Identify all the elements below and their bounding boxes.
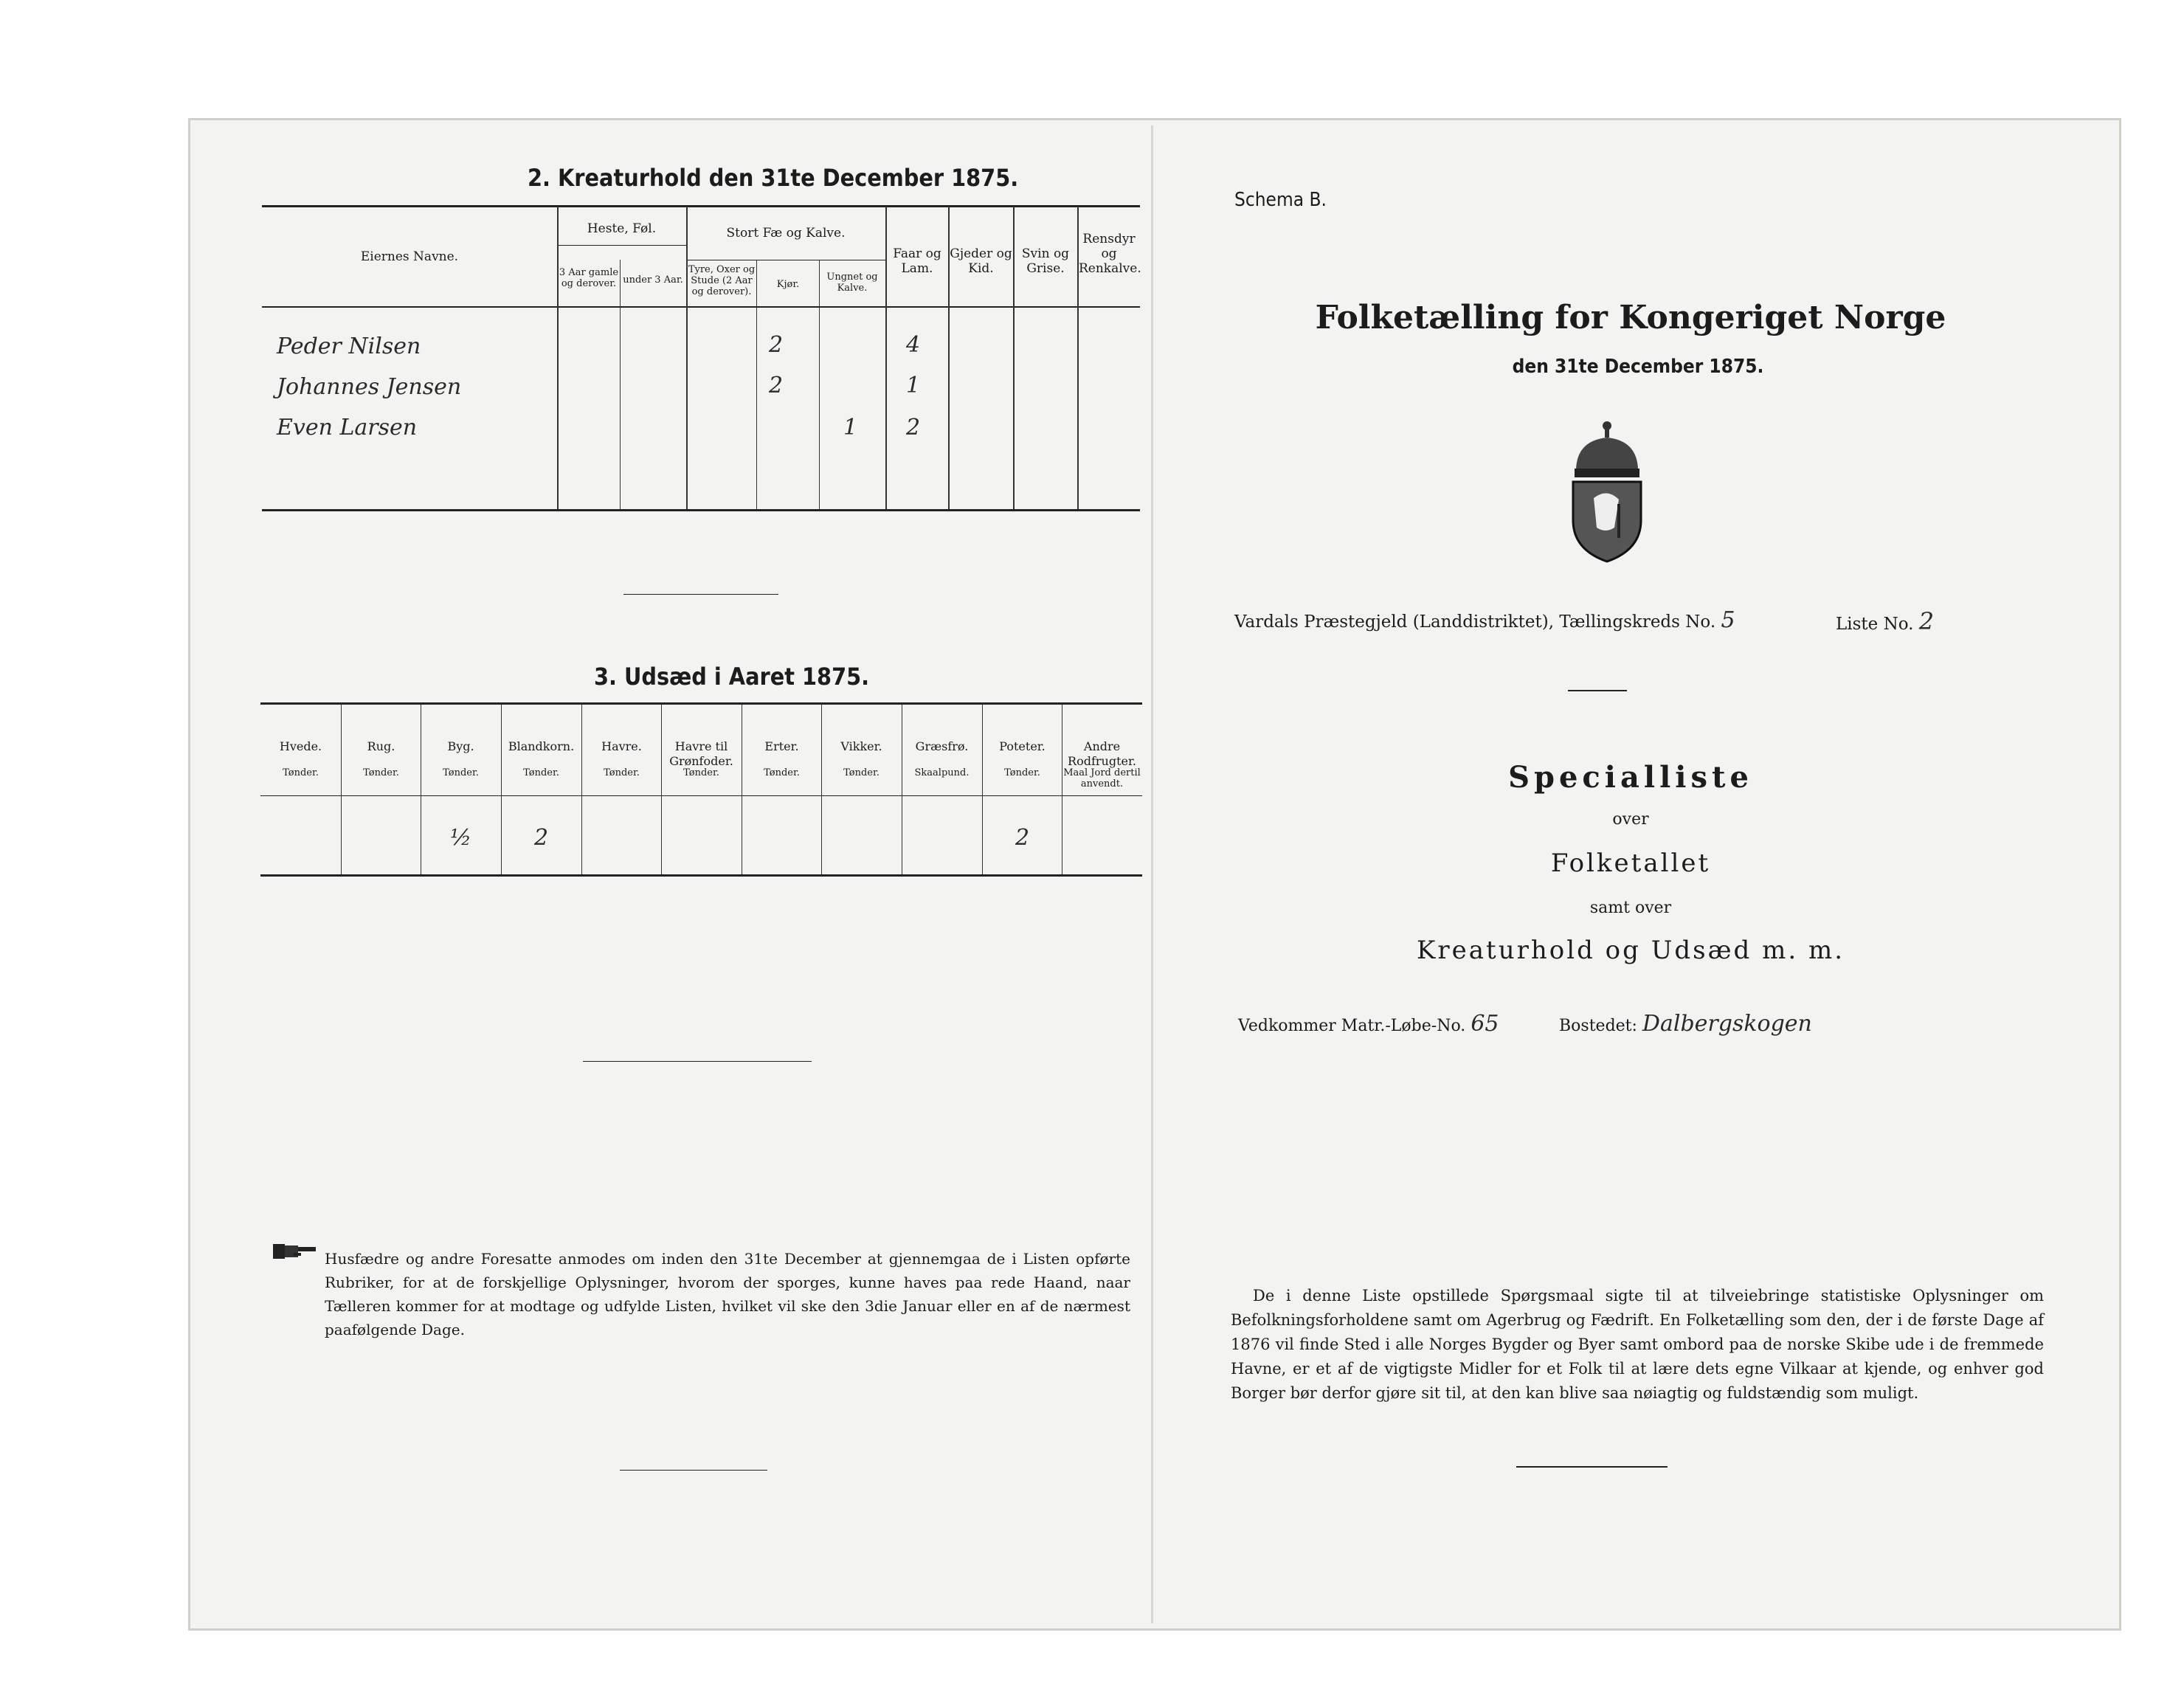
liste-number: 2 — [1918, 607, 1935, 635]
matr-number: 65 — [1471, 1011, 1499, 1037]
seed-table-column-divider — [341, 705, 342, 874]
seed-column-header: Rug. — [367, 739, 395, 753]
section2-title: 2. Kreaturhold den 31te December 1875. — [528, 164, 1019, 192]
samt-over-label: samt over — [1589, 899, 1672, 917]
explanation-paragraph: De i denne Liste opstillede Spørgsmaal sigte til at tilveiebringe statistiske Oplysninger om Befolkningsforholdene samt om Agerbrug og Fædrift. En Folketælling som den, der i de første Dage af 1876 vil finde Sted i alle Norges Bygder og Byer samt ombord paa de norske Skibe ude i de fremmede Havne, er et af de vigtigste Midler for et Folk til at lære dets egne Vilkaar at kjende, og enhver god Borger bør derfor gjøre sit til, at den kan blive saa nøiagtig og fuldstændig som muligt. — [1231, 1287, 2044, 1402]
seed-column-header: Erter. — [764, 739, 799, 753]
seed-column-unit: Tønder. — [604, 767, 640, 778]
header-svin: Svin og Grise. — [1021, 246, 1070, 276]
pointing-hand-icon — [272, 1240, 317, 1263]
seed-column-unit: Tønder. — [843, 767, 880, 778]
specialliste-heading: Specialliste — [1508, 760, 1753, 795]
kjor-value-1: 2 — [769, 332, 784, 358]
district-number: 5 — [1721, 607, 1735, 633]
seed-column-unit: Skaalpund. — [914, 767, 970, 778]
seed-column-header: Vikker. — [840, 739, 882, 753]
bostedet-line — [1559, 1011, 1812, 1037]
seed-value: 2 — [533, 825, 549, 851]
faar-value-1: 4 — [906, 332, 921, 358]
ungnet-value-3: 1 — [843, 415, 858, 440]
folketallet-heading: Folketallet — [1550, 849, 1711, 878]
matr-line — [1238, 1011, 1499, 1037]
kreaturhold-heading: Kreaturhold og Udsæd m. m. — [1416, 936, 1845, 965]
header-owner: Eiernes Navne. — [360, 249, 459, 264]
bostedet-label: Bostedet: — [1559, 1017, 1637, 1035]
faar-value-2: 1 — [906, 373, 921, 398]
table2-top-rule — [262, 205, 1140, 207]
seed-table-column-divider — [821, 705, 822, 874]
schema-label: Schema B. — [1234, 189, 1327, 211]
header-kjor: Kjør. — [776, 279, 800, 290]
seed-column-unit: Tønder. — [363, 767, 399, 778]
seed-value: 2 — [1015, 825, 1030, 851]
liste-line — [1836, 607, 1934, 635]
notice-text: Husfædre og andre Foresatte anmodes om inden den 31te December at gjennemgaa de i Listen opførte Rubriker, for at de forskjellige Oplysninger, hvorom der sporges, kunne haves paa rede Haand, naar Tælleren kommer for at modtage og udfylde Listen, hvilket vil ske den 3die Januar eller en af de nærmest paafølgende Dage. — [325, 1250, 1130, 1338]
bostedet-value: Dalbergskogen — [1642, 1011, 1812, 1037]
document-subtitle: den 31te December 1875. — [1512, 356, 1764, 378]
matr-label: Vedkommer Matr.-Løbe-No. — [1238, 1017, 1466, 1035]
seed-column-header: Byg. — [447, 739, 474, 753]
seed-column-unit: Tønder. — [683, 767, 719, 778]
district-prefix: Vardals Præstegjeld (Landdistriktet), Tællingskreds No. — [1234, 612, 1716, 632]
seed-column-unit: Tønder. — [443, 767, 479, 778]
table2-bottom-rule — [262, 509, 1140, 511]
seed-column-header: Græsfrø. — [915, 739, 969, 753]
seed-table-column-divider — [661, 705, 662, 874]
header-tyre: Tyre, Oxer og Stude (2 Aar og derover). — [688, 264, 756, 297]
seed-table-column-divider — [581, 705, 582, 874]
seed-column-unit: Tønder. — [523, 767, 559, 778]
header-ungnet: Ungnet og Kalve. — [826, 272, 878, 294]
seed-column-header: Hvede. — [279, 739, 322, 753]
faar-value-3: 2 — [906, 415, 921, 440]
header-stort: Stort Fæ og Kalve. — [726, 226, 846, 241]
coat-of-arms-icon — [1563, 417, 1651, 564]
table3-top-rule — [260, 702, 1142, 705]
header-faar: Faar og Lam. — [893, 246, 941, 276]
district-line — [1234, 607, 1735, 633]
liste-label: Liste No. — [1836, 615, 1914, 634]
seed-column-header: Havre. — [601, 739, 642, 753]
over-label-1: over — [1612, 810, 1649, 829]
header-heste-young: under 3 Aar. — [623, 274, 683, 286]
seed-column-unit: Tønder. — [283, 767, 319, 778]
seed-column-header: Poteter. — [999, 739, 1046, 753]
seed-column-unit: Tønder. — [1004, 767, 1040, 778]
header-rensdyr: Rensdyr og Renkalve. — [1079, 232, 1141, 276]
seed-column-header: Havre til Grønfoder. — [669, 739, 733, 768]
table2-header-rule — [262, 306, 1140, 308]
owner-name-3: Even Larsen — [277, 415, 418, 440]
owner-name-1: Peder Nilsen — [277, 334, 421, 359]
document-title: Folketælling for Kongeriget Norge — [1315, 299, 1946, 336]
seed-column-header: Blandkorn. — [508, 739, 575, 753]
separator-1 — [623, 594, 778, 595]
header-heste: Heste, Føl. — [587, 221, 657, 236]
seed-column-unit: Maal Jord dertil anvendt. — [1063, 767, 1141, 789]
header-gjeder: Gjeder og Kid. — [950, 246, 1012, 276]
owner-name-2: Johannes Jensen — [277, 374, 462, 400]
kjor-value-2: 2 — [769, 373, 784, 398]
page-fold — [1151, 125, 1153, 1623]
seed-column-unit: Tønder. — [764, 767, 800, 778]
seed-column-header: Andre Rodfrugter. — [1068, 739, 1136, 768]
section3-title: 3. Udsæd i Aaret 1875. — [594, 663, 870, 691]
header-heste-old: 3 Aar gamle og derover. — [559, 267, 619, 289]
table3-bottom-rule — [260, 874, 1142, 877]
seed-value: ½ — [449, 825, 472, 851]
